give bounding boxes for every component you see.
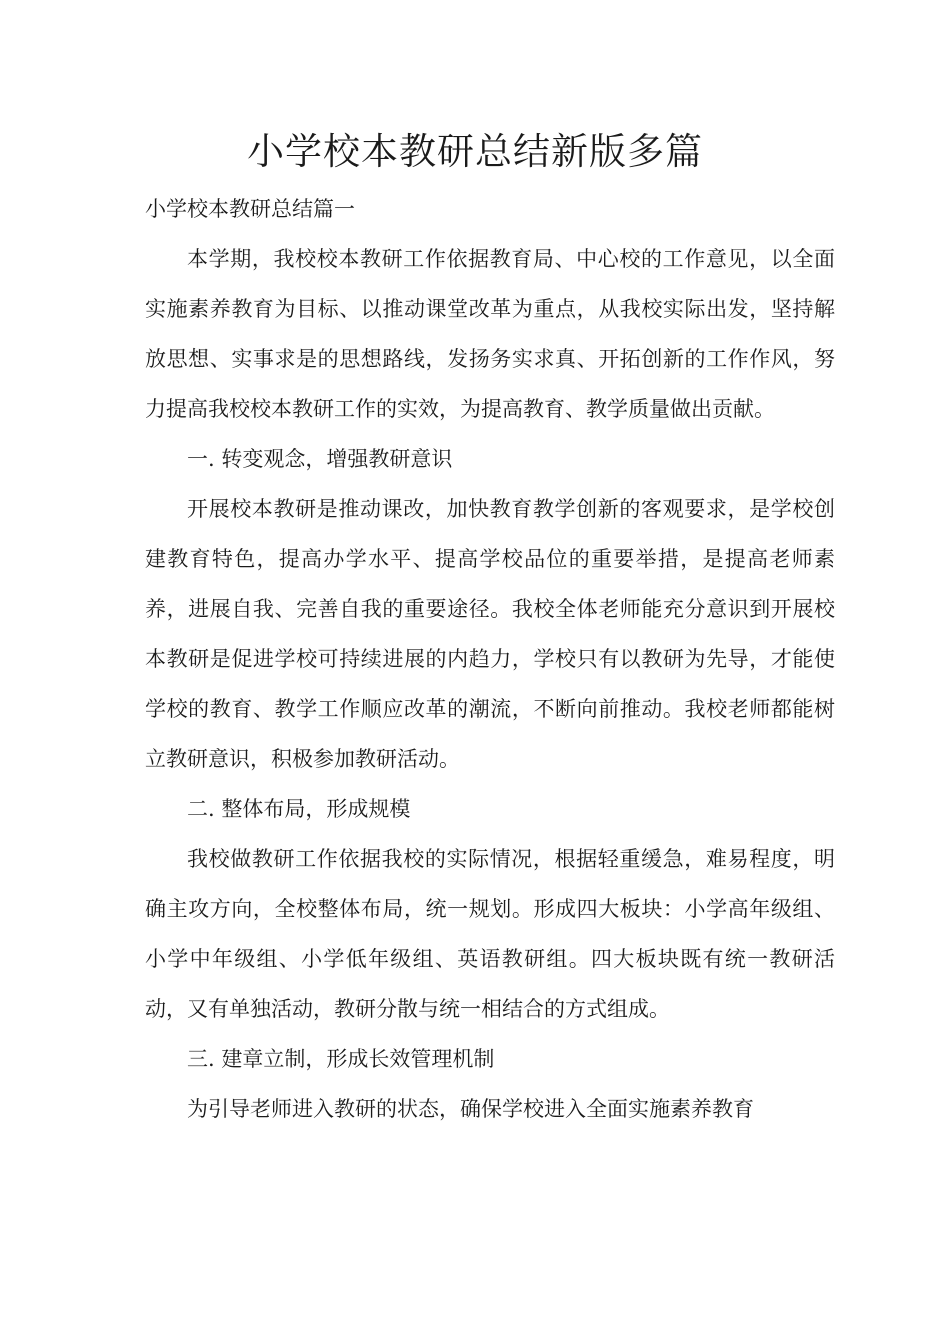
section-heading-2: 二. 整体布局，形成规模 [187, 797, 411, 821]
paragraph-intro: 本学期，我校校本教研工作依据教育局、中心校的工作意见，以全面实施素养教育为目标、以推动课堂改革为重点，从我校实际出发，坚持解放思想、实事求是的思想路线，发扬务实求真、开拓创新的工作作风，努力提高我校校本教研工作的实效，为提高教育、教学质量做出贡献。 [145, 247, 835, 421]
paragraph-2: 我校做教研工作依据我校的实际情况，根据轻重缓急，难易程度，明确主攻方向，全校整体布局，统一规划。形成四大板块：小学高年级组、小学中年级组、小学低年级组、英语教研组。四大板块既有统一教研活动，又有单独活动，教研分散与统一相结合的方式组成。 [145, 847, 835, 1021]
section-heading-3: 三. 建章立制，形成长效管理机制 [187, 1047, 495, 1071]
document-body [145, 184, 835, 1134]
section-subtitle: 小学校本教研总结篇一 [145, 197, 355, 221]
paragraph-3: 为引导老师进入教研的状态，确保学校进入全面实施素养教育 [187, 1097, 754, 1121]
document-title: 小学校本教研总结新版多篇 [247, 130, 703, 173]
section-heading-1: 一. 转变观念，增强教研意识 [187, 447, 453, 471]
paragraph-1: 开展校本教研是推动课改，加快教育教学创新的客观要求，是学校创建教育特色，提高办学水平、提高学校品位的重要举措，是提高老师素养，进展自我、完善自我的重要途径。我校全体老师能充分意识到开展校本教研是促进学校可持续进展的内趋力，学校只有以教研为先导，才能使学校的教育、教学工作顺应改革的潮流，不断向前推动。我校老师都能树立教研意识，积极参加教研活动。 [145, 497, 835, 771]
